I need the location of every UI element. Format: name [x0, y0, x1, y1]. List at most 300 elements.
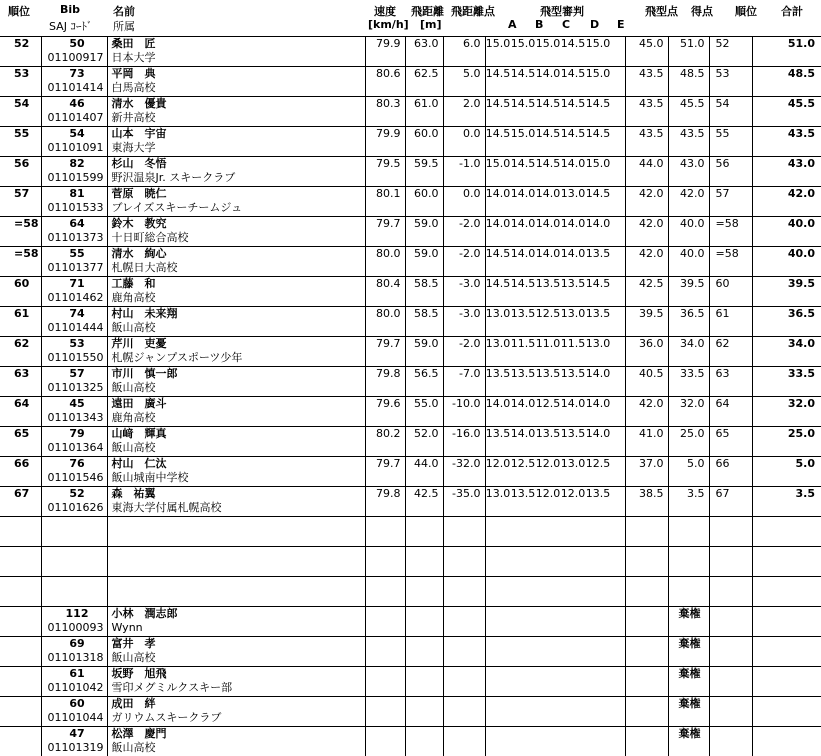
row-speed: 79.5: [376, 157, 401, 170]
rank-2-cell: [709, 97, 752, 127]
row-j4: 14.0: [586, 397, 611, 411]
bib-cell: [41, 67, 107, 97]
rank-cell: [0, 277, 41, 307]
row-j3: 13.5: [561, 367, 586, 381]
row-j2: 14.0: [536, 247, 561, 261]
row-name: 鈴木 教究: [112, 217, 365, 231]
table-row: [0, 427, 821, 457]
empty-cell: [709, 637, 752, 667]
speed-cell: [365, 337, 405, 367]
rank-2-cell: [709, 247, 752, 277]
judge-scores-cell: [485, 187, 625, 217]
distance-cell: [405, 157, 443, 187]
table-row: [0, 127, 821, 157]
rank-cell: [0, 727, 41, 756]
row-style: 42.0: [639, 397, 664, 410]
empty-cell: [443, 727, 485, 756]
row-club: 飯山高校: [112, 381, 365, 395]
empty-cell: [405, 667, 443, 697]
name-cell: [107, 397, 365, 427]
row-speed: 79.9: [376, 127, 401, 140]
rank-cell: [0, 367, 41, 397]
row-j3: 14.0: [561, 217, 586, 231]
row-score: 51.0: [680, 37, 705, 50]
bib-cell: [41, 397, 107, 427]
row-dpts: -2.0: [459, 337, 480, 350]
score-cell: [668, 367, 709, 397]
score-cell: [668, 97, 709, 127]
bib-cell: [41, 427, 107, 457]
table-row: [0, 247, 821, 277]
total-cell: [752, 337, 821, 367]
rank-cell: [0, 37, 41, 67]
dns-status: 棄権: [679, 727, 701, 740]
row-j1: 14.5: [511, 277, 536, 291]
row-bib: 64: [42, 217, 107, 231]
row-total: 39.5: [788, 277, 815, 290]
style-points-cell: [625, 127, 668, 157]
row-rank: 54: [14, 97, 29, 110]
row-saj: 01101373: [42, 231, 107, 245]
row-j2: 13.5: [536, 427, 561, 441]
row-rank: 65: [14, 427, 29, 440]
row-bib: 79: [42, 427, 107, 441]
row-rank: =58: [14, 247, 39, 260]
total-cell: [752, 127, 821, 157]
rank-cell: [0, 607, 41, 637]
row-dpts: -1.0: [459, 157, 480, 170]
row-rank: 61: [14, 307, 29, 320]
rank-2-cell: [709, 487, 752, 517]
row-j0: 13.0: [486, 487, 511, 501]
row-rank: 56: [14, 157, 29, 170]
empty-cell: [405, 697, 443, 727]
table-row: [0, 157, 821, 187]
judge-letter-c: C: [562, 18, 570, 31]
speed-cell: [365, 277, 405, 307]
row-style: 40.5: [639, 367, 664, 380]
empty-cell: [485, 727, 625, 756]
row-saj: 01101414: [42, 81, 107, 95]
speed-cell: [365, 487, 405, 517]
bib-cell: [41, 247, 107, 277]
row-dist: 59.0: [414, 337, 439, 350]
row-bib: 82: [42, 157, 107, 171]
row-name: 山本 宇宙: [112, 127, 365, 141]
row-rank2: 65: [716, 427, 730, 440]
row-name: 桑田 匠: [112, 37, 365, 51]
total-cell: [752, 217, 821, 247]
distance-cell: [405, 217, 443, 247]
dns-row: [0, 727, 821, 756]
row-j0: 14.0: [486, 217, 511, 231]
row-total: 32.0: [788, 397, 815, 410]
rank-cell: [0, 217, 41, 247]
row-j4: 15.0: [586, 157, 611, 171]
row-rank: 66: [14, 457, 29, 470]
dns-name: 松澤 慶門: [112, 727, 365, 741]
results-table: [0, 36, 821, 756]
row-j1: 14.0: [511, 217, 536, 231]
row-dist: 52.0: [414, 427, 439, 440]
dns-status: 棄権: [679, 607, 701, 620]
score-cell: [668, 337, 709, 367]
name-cell: [107, 157, 365, 187]
empty-cell: [668, 547, 709, 577]
row-j4: 14.5: [586, 187, 611, 201]
row-rank: 63: [14, 367, 29, 380]
dns-club: 飯山高校: [112, 741, 365, 755]
rank-2-cell: [709, 397, 752, 427]
header-rank-2: 順位: [735, 3, 757, 19]
bib-cell: [41, 187, 107, 217]
row-name: 森 祐翼: [112, 487, 365, 501]
bib-cell: [41, 157, 107, 187]
score-cell: [668, 127, 709, 157]
style-points-cell: [625, 397, 668, 427]
speed-cell: [365, 127, 405, 157]
row-club: 東海大学付属札幌高校: [112, 501, 365, 515]
row-rank2: 60: [716, 277, 730, 290]
row-j3: 13.5: [561, 277, 586, 291]
bib-cell: [41, 277, 107, 307]
empty-cell: [443, 577, 485, 607]
row-score: 36.5: [680, 307, 705, 320]
row-score: 45.5: [680, 97, 705, 110]
bib-cell: [41, 667, 107, 697]
score-cell: [668, 397, 709, 427]
style-points-cell: [625, 487, 668, 517]
dns-saj: 01101318: [42, 651, 107, 665]
score-cell: [668, 187, 709, 217]
empty-cell: [485, 667, 625, 697]
row-name: 市川 慎一郎: [112, 367, 365, 381]
empty-cell: [365, 667, 405, 697]
distance-points-cell: [443, 397, 485, 427]
empty-cell: [625, 697, 668, 727]
row-club: 飯山城南中学校: [112, 471, 365, 485]
dns-status: 棄権: [679, 697, 701, 710]
empty-cell: [625, 547, 668, 577]
row-saj: 01101599: [42, 171, 107, 185]
distance-cell: [405, 67, 443, 97]
judge-scores-cell: [485, 307, 625, 337]
empty-cell: [443, 517, 485, 547]
total-cell: [752, 37, 821, 67]
speed-cell: [365, 187, 405, 217]
distance-cell: [405, 307, 443, 337]
row-rank: 62: [14, 337, 29, 350]
row-total: 3.5: [796, 487, 816, 500]
empty-cell: [443, 547, 485, 577]
bib-cell: [41, 637, 107, 667]
row-j1: 13.5: [511, 487, 536, 501]
rank-cell: [0, 427, 41, 457]
dns-name: 成田 絆: [112, 697, 365, 711]
name-cell: [107, 457, 365, 487]
row-saj: 01101550: [42, 351, 107, 365]
row-j4: 14.5: [586, 127, 611, 141]
row-style: 43.5: [639, 67, 664, 80]
row-name: 平岡 典: [112, 67, 365, 81]
row-total: 51.0: [788, 37, 815, 50]
rank-2-cell: [709, 67, 752, 97]
row-name: 杉山 冬悟: [112, 157, 365, 171]
empty-cell: [709, 667, 752, 697]
row-j1: 12.5: [511, 457, 536, 471]
judge-scores-cell: [485, 97, 625, 127]
total-cell: [752, 67, 821, 97]
row-bib: 52: [42, 487, 107, 501]
dns-bib: 61: [42, 667, 107, 681]
judge-scores-cell: [485, 337, 625, 367]
row-bib: 55: [42, 247, 107, 261]
name-cell: [107, 187, 365, 217]
empty-cell: [41, 547, 107, 577]
row-speed: 80.1: [376, 187, 401, 200]
empty-cell: [752, 517, 821, 547]
total-cell: [752, 187, 821, 217]
distance-points-cell: [443, 427, 485, 457]
table-row: [0, 277, 821, 307]
name-cell: [107, 727, 365, 756]
distance-points-cell: [443, 247, 485, 277]
row-j3: 12.0: [561, 487, 586, 501]
bib-cell: [41, 307, 107, 337]
dns-status: 棄権: [679, 667, 701, 680]
judge-scores-cell: [485, 127, 625, 157]
bib-cell: [41, 607, 107, 637]
style-points-cell: [625, 37, 668, 67]
header-judges: 飛型審判: [540, 3, 584, 19]
total-cell: [752, 487, 821, 517]
row-score: 25.0: [680, 427, 705, 440]
name-cell: [107, 367, 365, 397]
row-rank2: 62: [716, 337, 730, 350]
style-points-cell: [625, 217, 668, 247]
row-bib: 54: [42, 127, 107, 141]
distance-cell: [405, 247, 443, 277]
row-speed: 80.4: [376, 277, 401, 290]
row-total: 40.0: [788, 247, 815, 260]
empty-cell: [625, 637, 668, 667]
row-j1: 14.5: [511, 157, 536, 171]
row-j3: 14.5: [561, 127, 586, 141]
score-cell: [668, 37, 709, 67]
rank-cell: [0, 397, 41, 427]
empty-cell: [365, 697, 405, 727]
table-row: [0, 307, 821, 337]
row-total: 45.5: [788, 97, 815, 110]
blank-row: [0, 547, 821, 577]
row-dist: 63.0: [414, 37, 439, 50]
name-cell: [107, 487, 365, 517]
rank-2-cell: [709, 187, 752, 217]
score-cell: [668, 307, 709, 337]
row-saj: 01101533: [42, 201, 107, 215]
empty-cell: [752, 547, 821, 577]
speed-cell: [365, 307, 405, 337]
row-dpts: -32.0: [452, 457, 480, 470]
row-speed: 80.3: [376, 97, 401, 110]
row-j4: 14.5: [586, 277, 611, 291]
row-saj: 01100917: [42, 51, 107, 65]
row-rank2: =58: [716, 247, 739, 260]
row-j4: 14.5: [586, 97, 611, 111]
distance-points-cell: [443, 37, 485, 67]
judge-scores-cell: [485, 157, 625, 187]
row-j1: 14.0: [511, 427, 536, 441]
row-dist: 60.0: [414, 127, 439, 140]
row-j0: 14.5: [486, 127, 511, 141]
dns-row: [0, 697, 821, 727]
row-j2: 13.5: [536, 277, 561, 291]
row-j3: 13.0: [561, 187, 586, 201]
row-club: 新井高校: [112, 111, 365, 125]
row-j2: 15.0: [536, 37, 561, 51]
row-saj: 01101364: [42, 441, 107, 455]
row-bib: 76: [42, 457, 107, 471]
score-cell: [668, 427, 709, 457]
row-j2: 12.5: [536, 307, 561, 321]
speed-cell: [365, 427, 405, 457]
row-j0: 13.5: [486, 367, 511, 381]
dns-club: ガリウムスキークラブ: [112, 711, 365, 725]
total-cell: [752, 457, 821, 487]
row-name: 村山 未来翔: [112, 307, 365, 321]
header-distance: 飛距離: [411, 3, 444, 19]
row-club: 札幌ジャンプスポーツ少年: [112, 351, 365, 365]
dns-saj: 01101044: [42, 711, 107, 725]
row-dist: 58.5: [414, 307, 439, 320]
row-j3: 13.0: [561, 457, 586, 471]
empty-cell: [41, 577, 107, 607]
empty-cell: [0, 547, 41, 577]
name-cell: [107, 67, 365, 97]
score-cell: [668, 487, 709, 517]
row-dpts: -16.0: [452, 427, 480, 440]
row-j1: 13.5: [511, 307, 536, 321]
row-style: 45.0: [639, 37, 664, 50]
bib-cell: [41, 97, 107, 127]
row-rank2: 63: [716, 367, 730, 380]
row-speed: 79.7: [376, 217, 401, 230]
distance-cell: [405, 457, 443, 487]
row-club: 鹿角高校: [112, 291, 365, 305]
empty-cell: [0, 577, 41, 607]
rank-2-cell: [709, 307, 752, 337]
row-j2: 12.0: [536, 457, 561, 471]
row-score: 3.5: [687, 487, 705, 500]
row-bib: 81: [42, 187, 107, 201]
row-j2: 12.0: [536, 487, 561, 501]
speed-cell: [365, 247, 405, 277]
row-rank2: 55: [716, 127, 730, 140]
dns-saj: 01101042: [42, 681, 107, 695]
row-name: 遠田 廣斗: [112, 397, 365, 411]
name-cell: [107, 637, 365, 667]
row-dist: 56.5: [414, 367, 439, 380]
row-score: 5.0: [687, 457, 705, 470]
name-cell: [107, 247, 365, 277]
dns-bib: 69: [42, 637, 107, 651]
row-rank2: 64: [716, 397, 730, 410]
dns-name: 坂野 旭飛: [112, 667, 365, 681]
row-dpts: -10.0: [452, 397, 480, 410]
style-points-cell: [625, 337, 668, 367]
row-club: 白馬高校: [112, 81, 365, 95]
status-cell: [668, 637, 709, 667]
empty-cell: [752, 637, 821, 667]
row-dpts: 2.0: [463, 97, 481, 110]
rank-cell: [0, 127, 41, 157]
row-j4: 14.0: [586, 367, 611, 381]
row-j2: 13.5: [536, 367, 561, 381]
empty-cell: [625, 517, 668, 547]
speed-cell: [365, 157, 405, 187]
speed-cell: [365, 97, 405, 127]
row-j1: 13.5: [511, 367, 536, 381]
distance-cell: [405, 187, 443, 217]
distance-points-cell: [443, 487, 485, 517]
speed-cell: [365, 367, 405, 397]
style-points-cell: [625, 157, 668, 187]
row-saj: 01101626: [42, 501, 107, 515]
row-total: 33.5: [788, 367, 815, 380]
row-name: 芹川 吏憂: [112, 337, 365, 351]
row-j2: 14.5: [536, 127, 561, 141]
style-points-cell: [625, 457, 668, 487]
row-club: 東海大学: [112, 141, 365, 155]
row-score: 40.0: [680, 217, 705, 230]
empty-cell: [709, 517, 752, 547]
empty-cell: [752, 607, 821, 637]
rank-cell: [0, 667, 41, 697]
empty-cell: [625, 577, 668, 607]
row-j3: 14.0: [561, 247, 586, 261]
empty-cell: [405, 517, 443, 547]
row-rank2: 67: [716, 487, 730, 500]
total-cell: [752, 427, 821, 457]
empty-cell: [0, 517, 41, 547]
bib-cell: [41, 727, 107, 756]
header-score: 得点: [691, 3, 713, 19]
empty-cell: [485, 517, 625, 547]
row-j0: 12.0: [486, 457, 511, 471]
row-rank: 64: [14, 397, 29, 410]
dns-row: [0, 607, 821, 637]
header-saj: SAJ ｺｰﾄﾞ: [49, 18, 92, 34]
rank-cell: [0, 307, 41, 337]
empty-cell: [405, 607, 443, 637]
score-cell: [668, 457, 709, 487]
row-name: 清水 絢心: [112, 247, 365, 261]
empty-cell: [41, 517, 107, 547]
row-j4: 13.0: [586, 337, 611, 351]
row-score: 42.0: [680, 187, 705, 200]
row-rank2: 57: [716, 187, 730, 200]
name-cell: [107, 217, 365, 247]
empty-cell: [625, 607, 668, 637]
row-j1: 14.0: [511, 397, 536, 411]
row-j3: 14.5: [561, 97, 586, 111]
score-cell: [668, 67, 709, 97]
distance-points-cell: [443, 307, 485, 337]
row-j4: 13.5: [586, 487, 611, 501]
row-j2: 11.0: [536, 337, 561, 351]
row-j0: 14.5: [486, 277, 511, 291]
style-points-cell: [625, 427, 668, 457]
